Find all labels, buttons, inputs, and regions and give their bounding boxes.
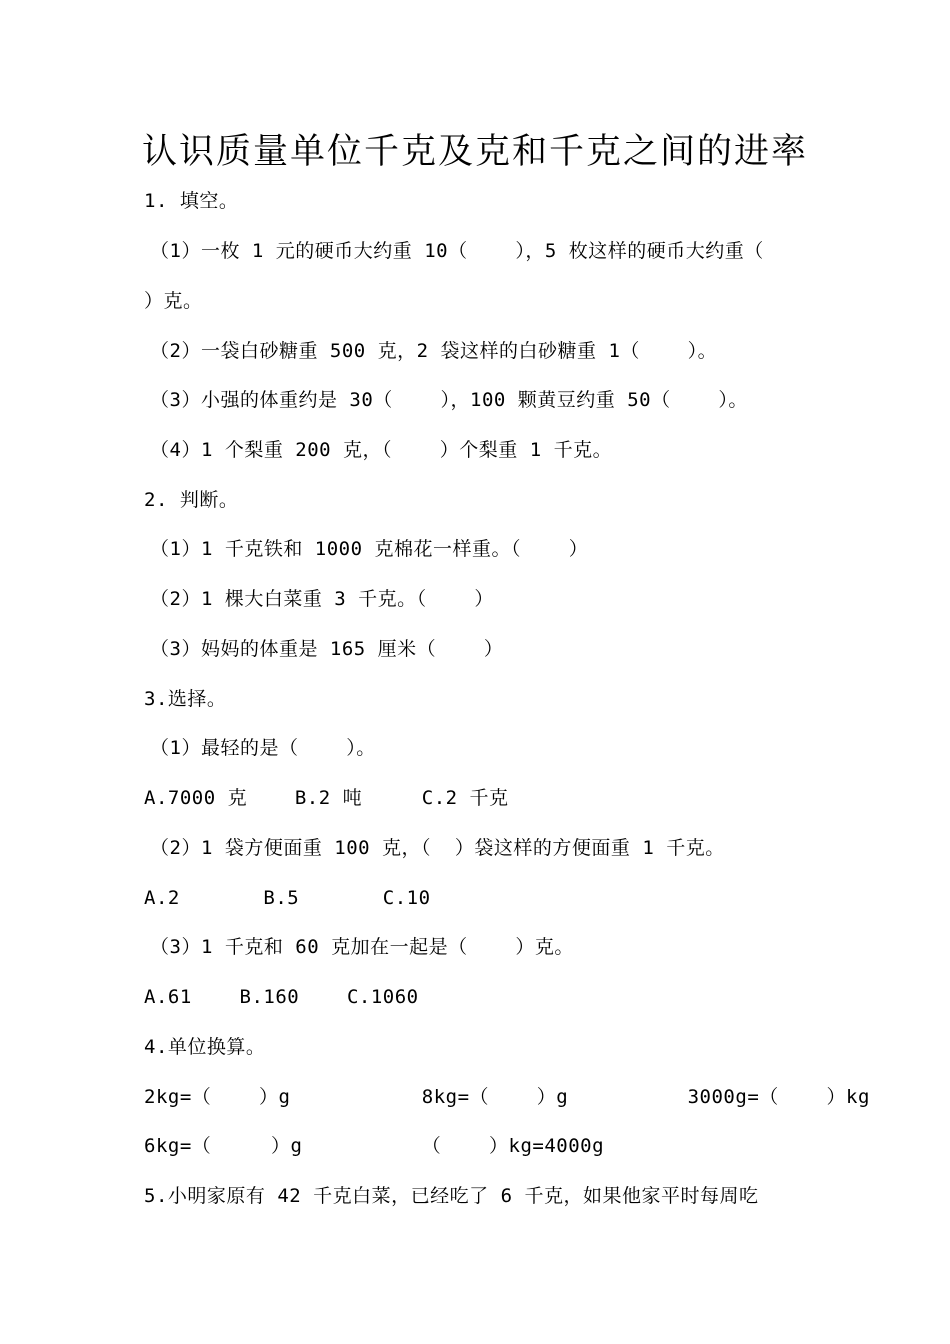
question-1-2: （2）一袋白砂糖重 500 克，2 袋这样的白砂糖重 1（ ）。 xyxy=(150,340,718,362)
question-2-2: （2）1 棵大白菜重 3 千克。（ ） xyxy=(150,588,494,610)
question-3-3-options: A.61 B.160 C.1060 xyxy=(144,986,419,1008)
question-3-3: （3）1 千克和 60 克加在一起是（ ）克。 xyxy=(150,936,574,958)
section-2-heading: 2. 判断。 xyxy=(144,489,239,511)
question-3-2: （2）1 袋方便面重 100 克，（ ）袋这样的方便面重 1 千克。 xyxy=(150,837,725,859)
section-4-heading: 4.单位换算。 xyxy=(144,1036,266,1058)
question-1-1-continued: ）克。 xyxy=(144,290,203,312)
question-1-4: （4）1 个梨重 200 克，（ ）个梨重 1 千克。 xyxy=(150,439,613,461)
worksheet-title: 认识质量单位千克及克和千克之间的进率 xyxy=(141,132,808,172)
conversion-row-2: 6kg=（ ）g （ ）kg=4000g xyxy=(144,1135,605,1157)
question-3-1: （1）最轻的是（ ）。 xyxy=(150,737,376,759)
question-2-1: （1）1 千克铁和 1000 克棉花一样重。（ ） xyxy=(150,538,589,560)
question-1-1: （1）一枚 1 元的硬币大约重 10（ ），5 枚这样的硬币大约重（ xyxy=(150,240,764,262)
question-3-2-options: A.2 B.5 C.10 xyxy=(144,887,431,909)
question-3-1-options: A.7000 克 B.2 吨 C.2 千克 xyxy=(144,787,509,809)
question-2-3: （3）妈妈的体重是 165 厘米（ ） xyxy=(150,638,504,660)
question-1-3: （3）小强的体重约是 30（ ），100 颗黄豆约重 50（ ）。 xyxy=(150,389,748,411)
section-3-heading: 3.选择。 xyxy=(144,688,227,710)
section-5-problem: 5.小明家原有 42 千克白菜，已经吃了 6 千克，如果他家平时每周吃 xyxy=(144,1185,759,1207)
conversion-row-1: 2kg=（ ）g 8kg=（ ）g 3000g=（ ）kg xyxy=(144,1086,870,1108)
section-1-heading: 1. 填空。 xyxy=(144,190,239,212)
